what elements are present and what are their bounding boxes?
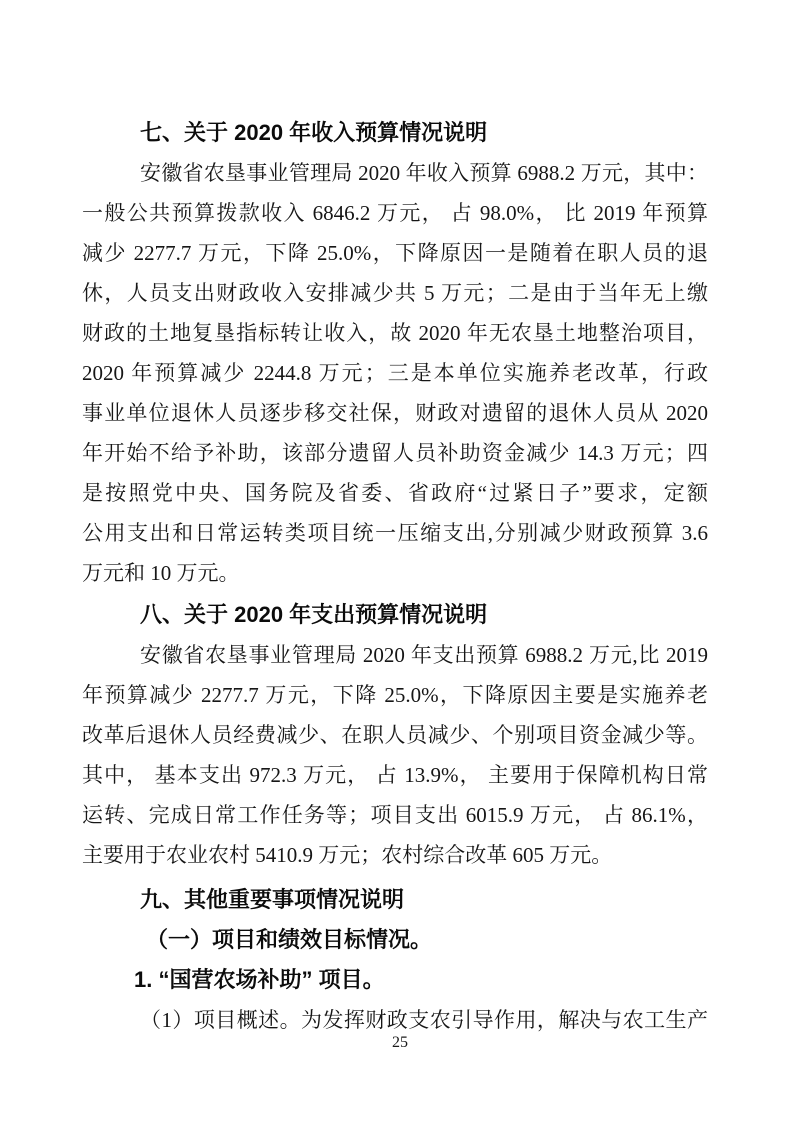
section-heading: 八、关于 2020 年支出预算情况说明 bbox=[140, 602, 488, 627]
text-line: 年预算减少 2277.7 万元，下降 25.0%，下降原因主要是实施养老 bbox=[82, 683, 708, 707]
document-body bbox=[82, 113, 708, 1040]
text-line: 安徽省农垦事业管理局 2020 年支出预算 6988.2 万元,比 2019 bbox=[140, 643, 708, 667]
section-heading: 七、关于 2020 年收入预算情况说明 bbox=[140, 120, 488, 145]
text-line: 年开始不给予补助，该部分遗留人员补助资金减少 14.3 万元；四 bbox=[82, 441, 708, 465]
text-line: 减少 2277.7 万元，下降 25.0%，下降原因一是随着在职人员的退 bbox=[82, 241, 708, 265]
text-line: 万元和 10 万元。 bbox=[82, 561, 240, 585]
section-heading: 九、其他重要事项情况说明 bbox=[140, 887, 405, 912]
text-line: 安徽省农垦事业管理局 2020 年收入预算 6988.2 万元，其中： bbox=[140, 161, 708, 185]
text-line: （1）项目概述。为发挥财政支农引导作用，解决与农工生产 bbox=[140, 1008, 708, 1032]
text-line: 公用支出和日常运转类项目统一压缩支出,分别减少财政预算 3.6 bbox=[82, 521, 708, 545]
section-heading: 1. “国营农场补助” 项目。 bbox=[134, 967, 385, 992]
text-line: 休，人员支出财政收入安排减少共 5 万元；二是由于当年无上缴 bbox=[82, 281, 708, 305]
text-line: 2020 年预算减少 2244.8 万元；三是本单位实施养老改革，行政 bbox=[82, 361, 708, 385]
text-line: 其中， 基本支出 972.3 万元， 占 13.9%， 主要用于保障机构日常 bbox=[82, 763, 708, 787]
page-number: 25 bbox=[392, 1034, 408, 1051]
text-line: 主要用于农业农村 5410.9 万元；农村综合改革 605 万元。 bbox=[82, 843, 613, 867]
text-line: 运转、完成日常工作任务等；项目支出 6015.9 万元， 占 86.1%， bbox=[82, 803, 708, 827]
text-line: 是按照党中央、国务院及省委、省政府“过紧日子”要求，定额 bbox=[82, 481, 708, 505]
text-line: 财政的土地复垦指标转让收入，故 2020 年无农垦土地整治项目， bbox=[82, 321, 708, 345]
text-line: 一般公共预算拨款收入 6846.2 万元， 占 98.0%， 比 2019 年预算 bbox=[82, 201, 708, 225]
text-line: 事业单位退休人员逐步移交社保，财政对遗留的退休人员从 2020 bbox=[82, 401, 708, 425]
section-heading: （一）项目和绩效目标情况。 bbox=[146, 927, 433, 952]
text-line: 改革后退休人员经费减少、在职人员减少、个别项目资金减少等。 bbox=[82, 723, 708, 747]
